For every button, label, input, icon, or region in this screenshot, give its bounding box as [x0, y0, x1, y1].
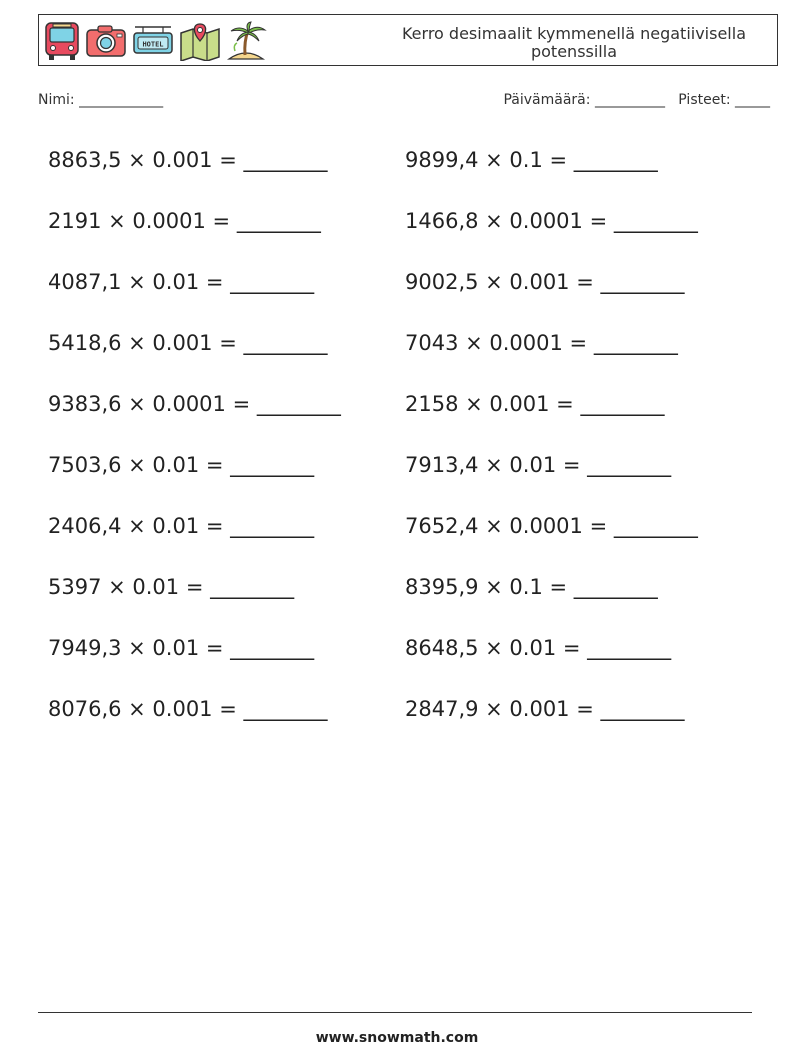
problem-item: 5397 × 0.01 = ________: [48, 575, 295, 599]
date-blank[interactable]: __________: [594, 92, 665, 108]
problem-item: 8395,9 × 0.1 = ________: [405, 575, 658, 599]
problem-item: 9899,4 × 0.1 = ________: [405, 148, 658, 172]
date-label: Päivämäärä:: [503, 92, 591, 108]
problem-item: 7949,3 × 0.01 = ________: [48, 636, 315, 660]
problem-grid: [48, 146, 745, 756]
name-label: Nimi:: [38, 92, 75, 108]
problem-item: 9383,6 × 0.0001 = ________: [48, 392, 341, 416]
problem-item: 4087,1 × 0.01 = ________: [48, 270, 315, 294]
problem-item: 8648,5 × 0.01 = ________: [405, 636, 672, 660]
svg-text:HOTEL: HOTEL: [142, 40, 164, 49]
worksheet-title: Kerro desimaalit kymmenellä negatiivisella potenssilla: [401, 24, 746, 61]
problem-item: 2406,4 × 0.01 = ________: [48, 514, 315, 538]
problem-item: 5418,6 × 0.001 = ________: [48, 331, 328, 355]
camera-icon: [85, 21, 127, 61]
score-blank[interactable]: _____: [735, 92, 770, 108]
problem-item: 2847,9 × 0.001 = ________: [405, 697, 685, 721]
problem-item: 2191 × 0.0001 = ________: [48, 209, 321, 233]
footer-url[interactable]: www.snowmath.com: [315, 1030, 479, 1046]
bus-icon: [43, 21, 81, 61]
problem-item: 7503,6 × 0.01 = ________: [48, 453, 315, 477]
problem-item: 7652,4 × 0.0001 = ________: [405, 514, 698, 538]
name-field: [38, 92, 163, 108]
score-label: Pisteet:: [678, 92, 731, 108]
name-blank[interactable]: ____________: [79, 92, 164, 108]
problem-item: 7043 × 0.0001 = ________: [405, 331, 678, 355]
problem-item: 8076,6 × 0.001 = ________: [48, 697, 328, 721]
footer-divider: [38, 1012, 752, 1013]
problem-item: 1466,8 × 0.0001 = ________: [405, 209, 698, 233]
palm-island-icon: [225, 21, 267, 61]
date-score-fields: [503, 92, 770, 108]
problem-item: 7913,4 × 0.01 = ________: [405, 453, 672, 477]
map-icon: [179, 21, 221, 61]
worksheet-header: [38, 14, 778, 66]
hotel-sign-icon: [131, 21, 175, 61]
problem-item: 2158 × 0.001 = ________: [405, 392, 665, 416]
problem-item: 8863,5 × 0.001 = ________: [48, 148, 328, 172]
header-icons: [43, 21, 267, 61]
problem-item: 9002,5 × 0.001 = ________: [405, 270, 685, 294]
